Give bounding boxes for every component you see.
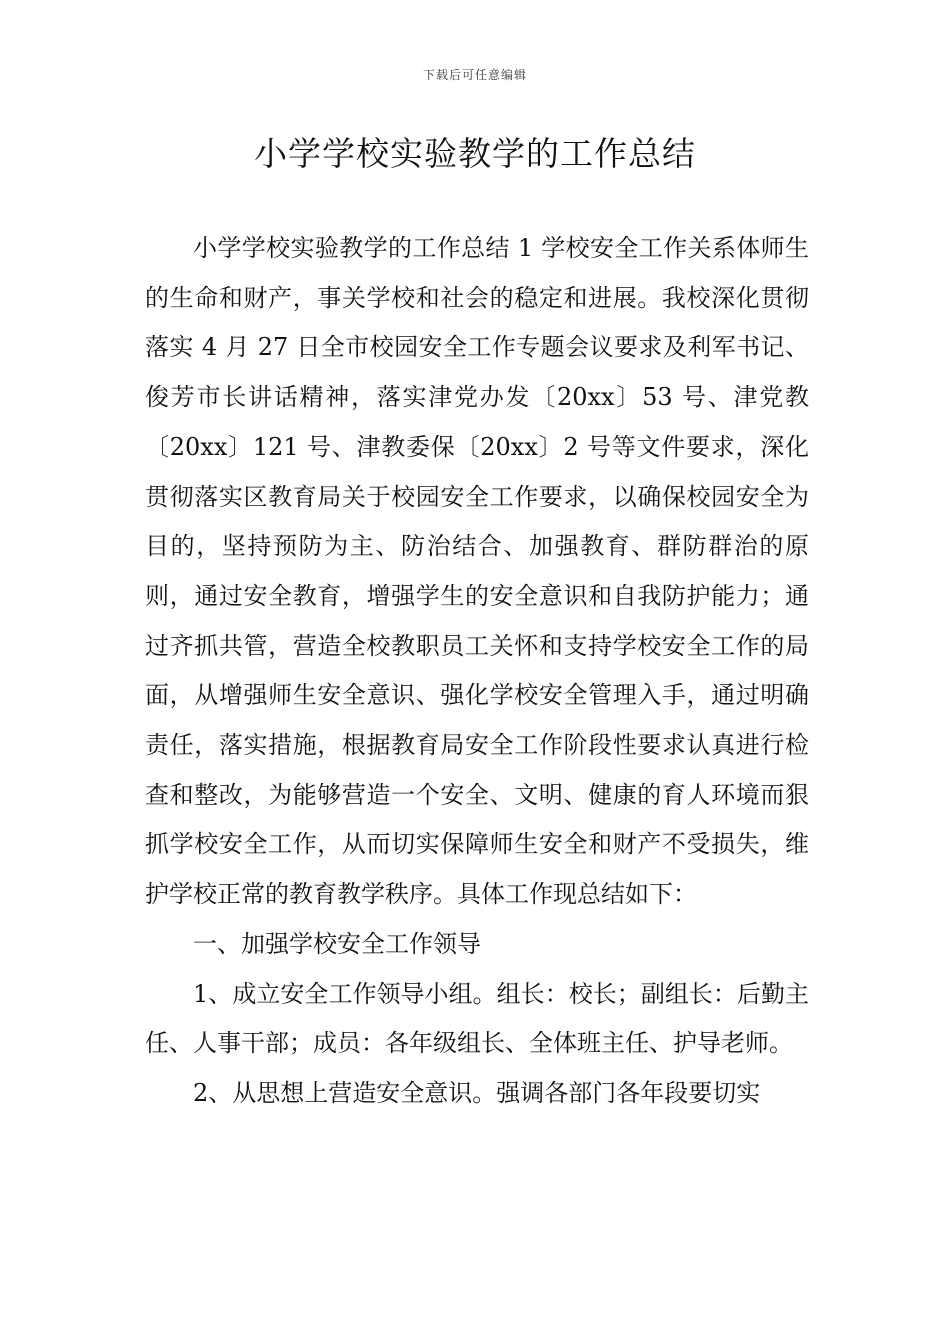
section-heading-1: 一、加强学校安全工作领导 (193, 929, 481, 958)
header-note: 下载后可任意编辑 (422, 68, 527, 82)
paragraph-intro: 小学学校实验教学的工作总结 1 学校安全工作关系体师生的生命和财产，事关学校和社会的稳定和进展。我校深化贯彻落实 4 月 27 日全市校园安全工作专题会议要求及利军书记、俊芳市长讲话精神，落实津党办发〔20xx〕53 号、津党教〔20xx〕121 号、津教委保〔20xx〕2 号等文件要求，深化贯彻落实区教育局关于校园安全工作要求，以确保校园安全为目的，坚持预防为主、防治结合、加强教育、群防群治的原则，通过安全教育，增强学生的安全意识和自我防护能力；通过齐抓共管，营造全校教职员工关怀和支持学校安全工作的局面，从增强师生安全意识、强化学校安全管理入手，通过明确责任，落实措施，根据教育局安全工作阶段性要求认真进行检查和整改，为能够营造一个安全、文明、健康的育人环境而狠抓学校安全工作，从而切实保障师生安全和财产不受损失，维护学校正常的教育教学秩序。具体工作现总结如下： (145, 234, 809, 909)
paragraph-item-2: 2、从思想上营造安全意识。强调各部门各年段要切实 (193, 1078, 761, 1107)
page-title: 小学学校实验教学的工作总结 (254, 134, 696, 173)
paragraph-item-1: 1、成立安全工作领导小组。组长：校长；副组长：后勤主任、人事干部；成员：各年级组长、全体班主任、护导老师。 (145, 979, 809, 1058)
document-body (145, 224, 809, 1119)
